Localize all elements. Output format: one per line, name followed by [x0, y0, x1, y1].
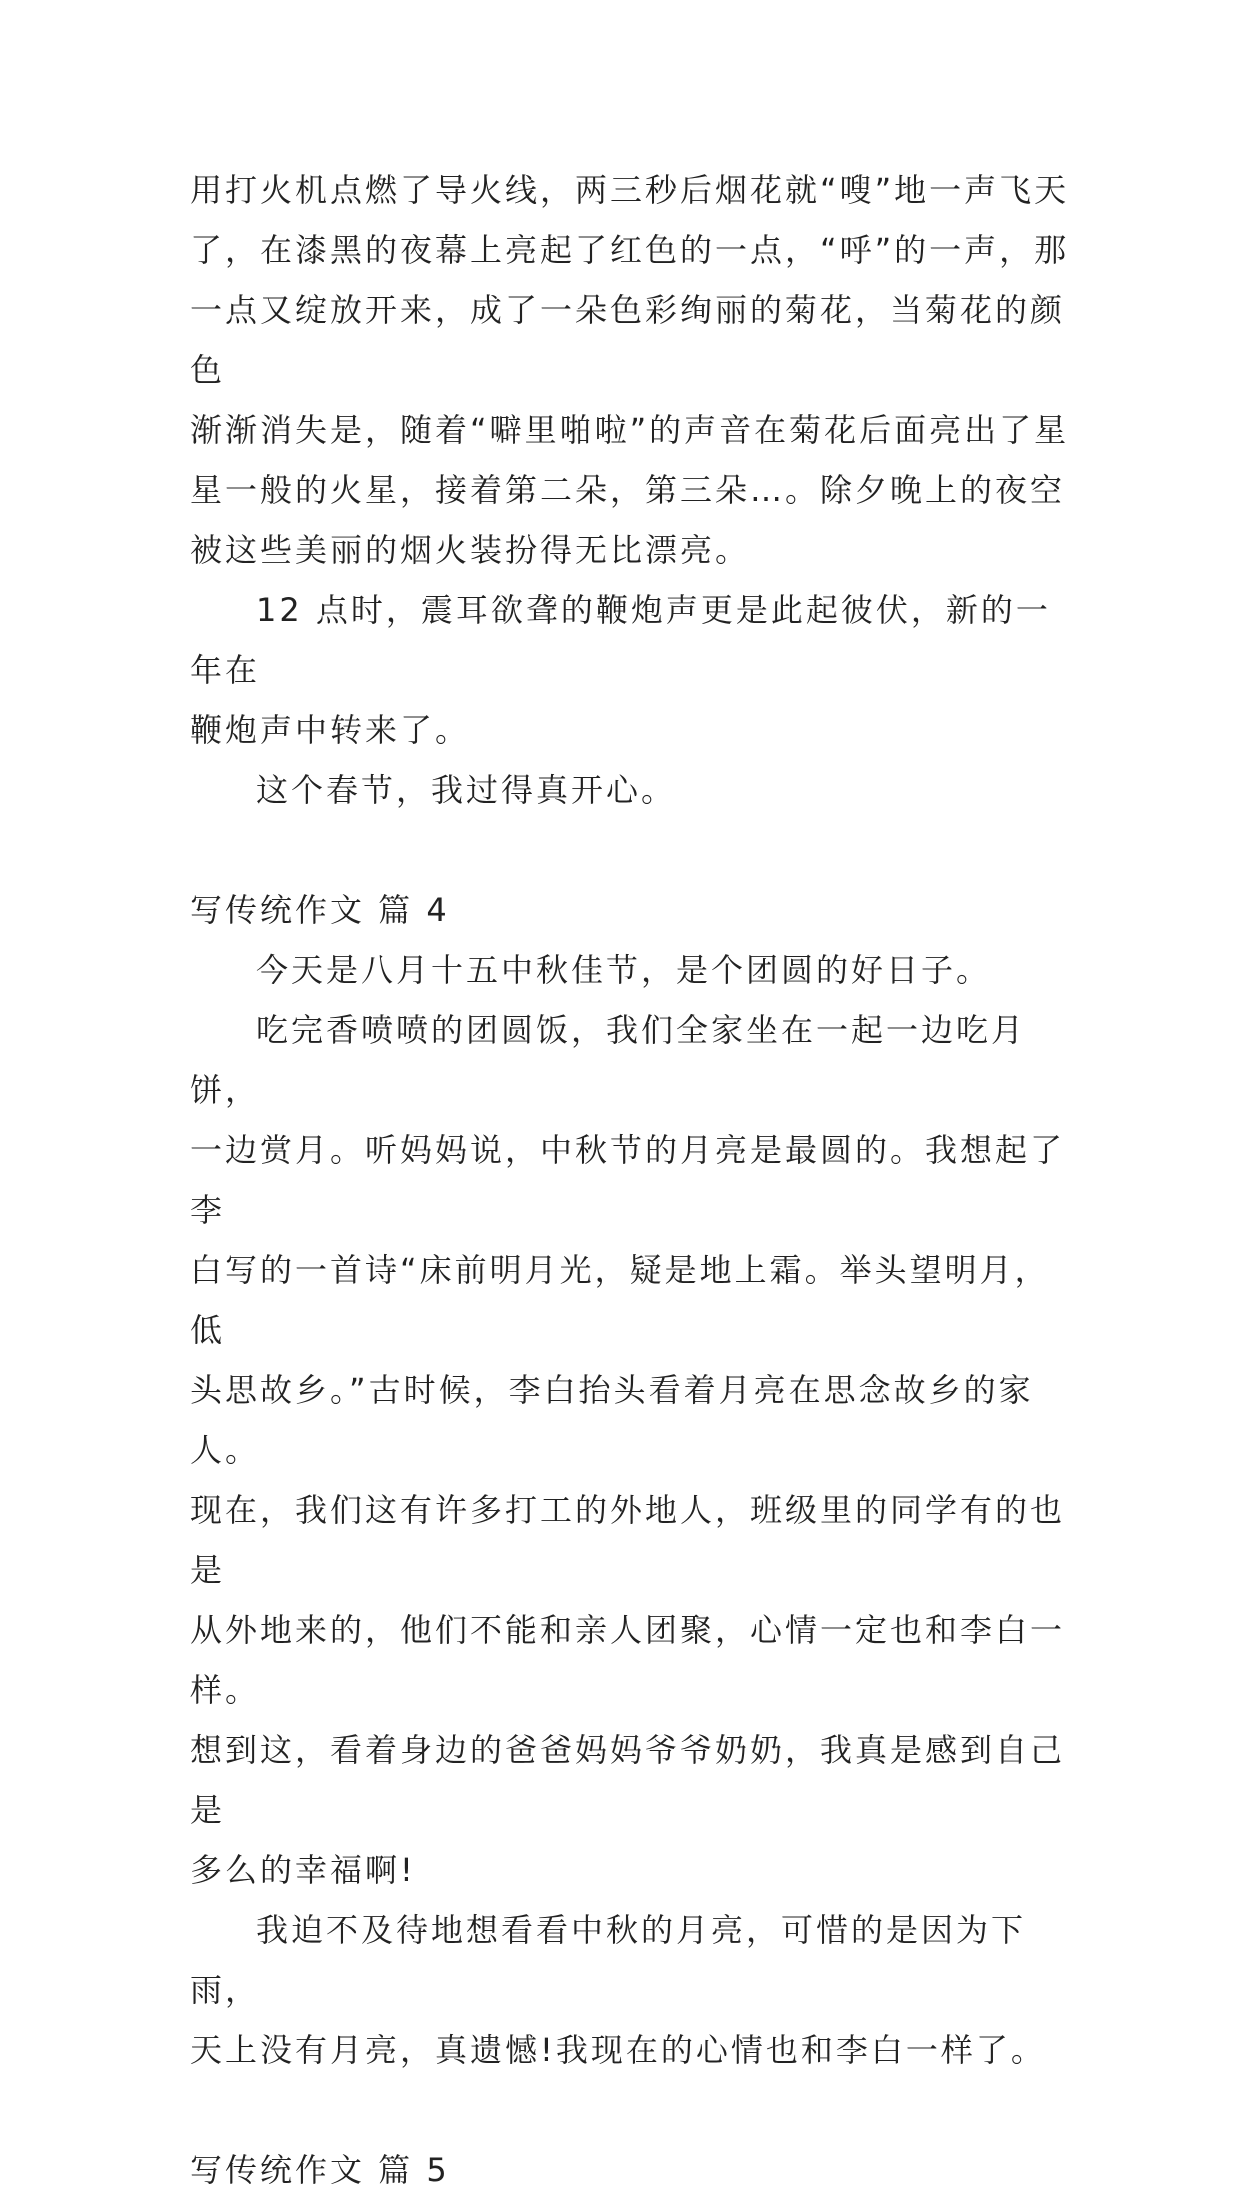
- paragraph-conclusion: 这个春节，我过得真开心。: [256, 771, 677, 809]
- paragraph-rain: 我迫不及待地想看看中秋的月亮，可惜的是因为下雨， 天上没有月亮，真遗憾!我现在的心情也和李白一样了。: [190, 1911, 1046, 2069]
- paragraph-midnight: 12 点时，震耳欲聋的鞭炮声更是此起彼伏，新的一年在 鞭炮声中转来了。: [190, 591, 1051, 749]
- section-gap: [190, 820, 1070, 880]
- section-gap: [190, 2080, 1070, 2140]
- section-heading-5: 写传统作文 篇 5: [190, 2151, 450, 2189]
- document-page: [190, 160, 1070, 2200]
- section-heading-4: 写传统作文 篇 4: [190, 891, 450, 929]
- paragraph-fireworks: 用打火机点燃了导火线，两三秒后烟花就“嗖”地一声飞天 了，在漆黑的夜幕上亮起了红色的一点，“呼”的一声，那 一点又绽放开来，成了一朵色彩绚丽的菊花，当菊花的颜色 渐渐消失是，随着“噼里啪啦”的声音在菊花后面亮出了星 星一般的火星，接着第二朵，第三朵…。除夕晚上的夜空 被这些美丽的烟火装扮得无比漂亮。: [190, 171, 1070, 569]
- paragraph-mid-autumn: 今天是八月十五中秋佳节，是个团圆的好日子。: [256, 951, 992, 989]
- paragraph-moon-viewing: 吃完香喷喷的团圆饭，我们全家坐在一起一边吃月饼， 一边赏月。听妈妈说，中秋节的月亮是最圆的。我想起了李 白写的一首诗“床前明月光，疑是地上霜。举头望明月，低 头思故乡。”古时候，李白抬头看着月亮在思念故乡的家人。 现在，我们这有许多打工的外地人，班级里的同学有的也是 从外地来的，他们不能和亲人团聚，心情一定也和李白一样。 想到这，看着身边的爸爸妈妈爷爷奶奶，我真是感到自己是 多么的幸福啊!: [190, 1011, 1066, 1889]
